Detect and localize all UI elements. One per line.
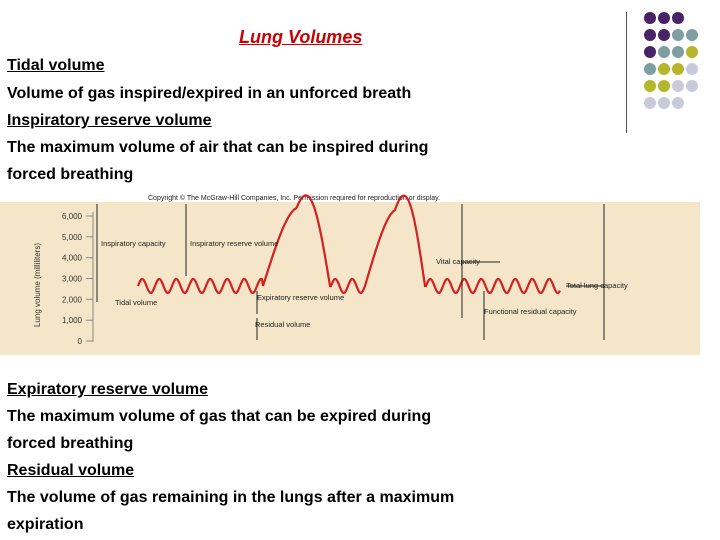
tidal-volume-definition: Volume of gas inspired/expired in an unforced breath [7, 85, 412, 102]
y-tick-label: 6,000 [61, 212, 82, 221]
decorative-dot-grid [642, 10, 720, 120]
residual-volume-definition-line1: The volume of gas remaining in the lungs after a maximum [7, 489, 455, 506]
decorative-dot [658, 46, 670, 58]
slide-title: Lung Volumes [239, 27, 363, 47]
residual-volume-definition-line2: expiration [7, 516, 84, 533]
label-tidal-volume: Tidal volume [115, 298, 158, 307]
decorative-dot [658, 29, 670, 41]
label-frc: Functional residual capacity [484, 307, 577, 316]
decorative-dot [658, 97, 670, 109]
decorative-dot [672, 80, 684, 92]
y-tick-label: 2,000 [61, 295, 82, 305]
decorative-dot [644, 97, 656, 109]
decorative-dot [658, 63, 670, 75]
y-tick-label: 4,000 [61, 253, 82, 263]
label-inspiratory-capacity: Inspiratory capacity [101, 239, 166, 248]
decorative-dot [672, 97, 684, 109]
residual-volume-heading: Residual volume [7, 462, 135, 479]
lung-volumes-figure [0, 190, 700, 355]
y-tick-label: 5,000 [61, 232, 82, 242]
irv-definition-line2: forced breathing [7, 166, 134, 183]
y-axis-label: Lung volume (milliliters) [33, 242, 42, 328]
label-irv: Inspiratory reserve volume [190, 239, 279, 248]
figure-background [0, 202, 700, 355]
y-tick-label: 0 [77, 337, 82, 346]
erv-heading: Expiratory reserve volume [7, 381, 208, 398]
label-vital-capacity: Vital capacity [436, 257, 481, 266]
label-erv: Expiratory reserve volume [257, 293, 345, 302]
decorative-dot [672, 63, 684, 75]
decorative-dot [672, 46, 684, 58]
decorative-dot [686, 80, 698, 92]
decorative-dot [658, 12, 670, 24]
label-total-lung-capacity: Total lung capacity [566, 281, 628, 290]
decorative-dot [644, 46, 656, 58]
decorative-dot [672, 29, 684, 41]
erv-definition-line1: The maximum volume of gas that can be expired during [7, 408, 432, 425]
decorative-dot [686, 29, 698, 41]
decorative-dot [644, 80, 656, 92]
erv-definition-line2: forced breathing [7, 435, 134, 452]
copyright-notice: Copyright © The McGraw-Hill Companies, Inc. Permission required for reproduction or display. [148, 195, 441, 202]
tidal-volume-heading: Tidal volume [7, 57, 105, 74]
decorative-rule [626, 12, 627, 133]
irv-heading: Inspiratory reserve volume [7, 112, 212, 129]
decorative-dot [672, 12, 684, 24]
decorative-dot [686, 63, 698, 75]
decorative-dot [686, 46, 698, 58]
lung-volumes-svg [0, 190, 700, 355]
decorative-dot [644, 29, 656, 41]
decorative-dot [644, 63, 656, 75]
label-residual-volume: Residual volume [255, 320, 311, 329]
y-tick-label: 1,000 [61, 316, 82, 326]
y-tick-label: 3,000 [61, 274, 82, 284]
irv-definition-line1: The maximum volume of air that can be inspired during [7, 139, 429, 156]
decorative-dot [644, 12, 656, 24]
decorative-dot [658, 80, 670, 92]
